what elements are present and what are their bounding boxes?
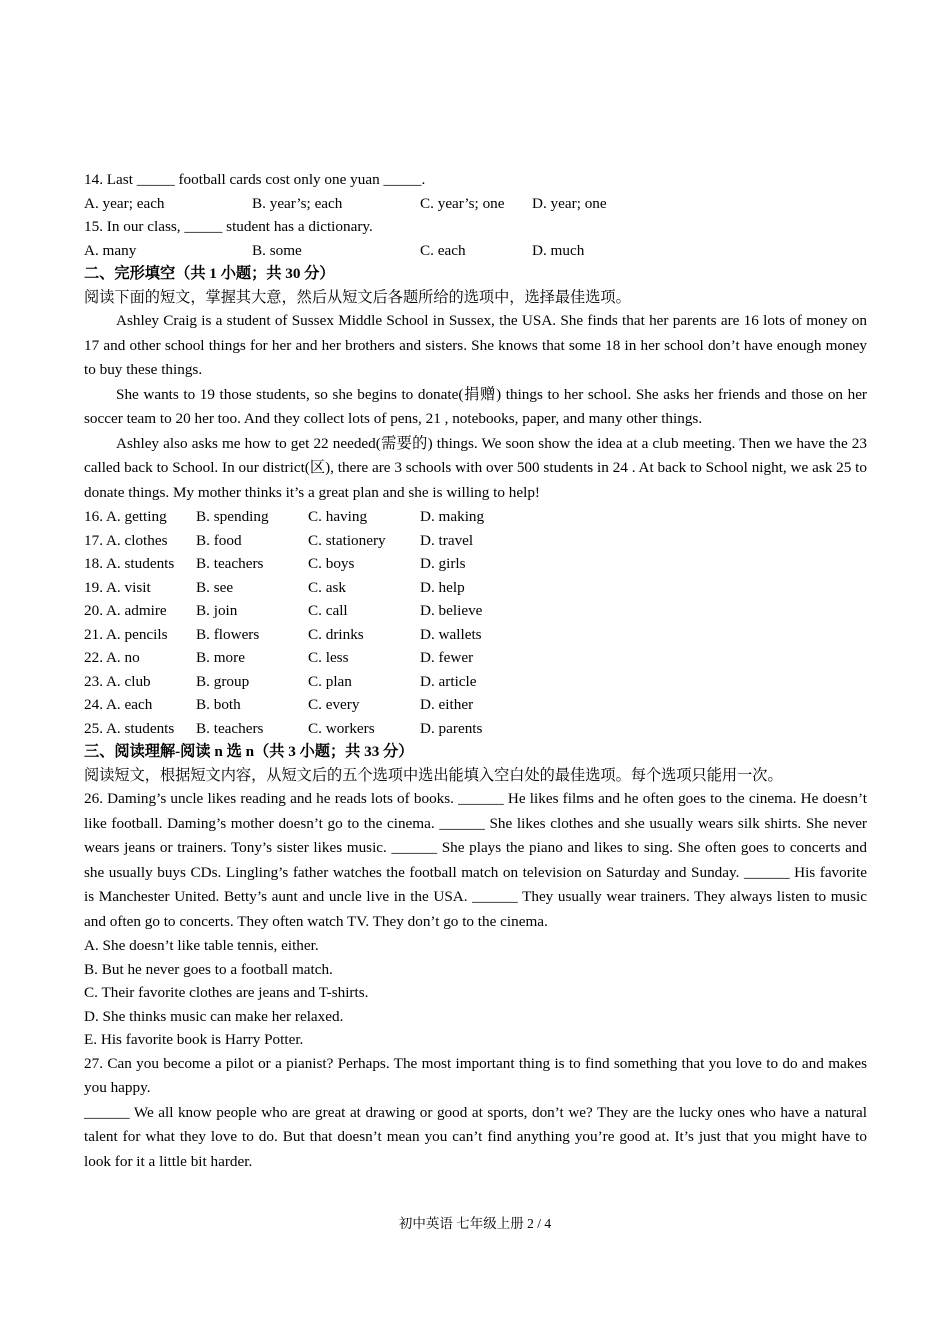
cloze-option: D. wallets [420,625,482,643]
section-3-title: 三、阅读理解-阅读 n 选 n（共 3 小题；共 33 分） [84,743,414,760]
cloze-option: B. group [196,672,250,690]
cloze-option: B. both [196,696,241,713]
q26-option-a: A. She doesn’t like table tennis, either. [84,937,319,954]
cloze-option: 25. A. students [84,719,175,737]
cloze-option-row [84,646,867,670]
cloze-option: C. boys [308,555,355,572]
cloze-option: 17. A. clothes [84,531,168,549]
cloze-option: 19. A. visit [84,578,151,596]
cloze-option-row [84,576,867,600]
option-b: B. some [252,241,302,259]
cloze-paragraph-3: Ashley also asks me how to get 22 needed(需要的) things. We soon show the idea at a club meeting. Then we have the 23 called back to School. In our district(区), there are 3 schools with over 500 students in 24 . At back to School night, we ask 25 to donate things. My mother thinks it’s a great plan and she is willing to help! [84,434,867,501]
cloze-option: B. spending [196,508,269,525]
cloze-options [84,505,867,740]
section-3-instruction: 阅读短文，根据短文内容，从短文后的五个选项中选出能填入空白处的最佳选项。每个选项只能用一次。 [84,766,783,784]
question-26-passage: 26. Daming’s uncle likes reading and he reads lots of books. ______ He likes films and he often goes to the cinema. He doesn’t like football. Daming’s mother doesn’t go to the cinema. ______ She likes clothes and she usually wears silk shirts. She never wears jeans or trainers. Tony’s sister likes music. ______ She plays the piano and likes to sing. She often goes to concerts and she usually buys CDs. Lingling’s father watches the football match on television on Saturday and Sunday. ______ His favorite is Manchester United. Betty’s aunt and uncle live in the USA. ______ They usually wear trainers. They always listen to music and often go to concerts. They often watch TV. They don’t go to the cinema. [84,790,867,930]
cloze-option-row [84,623,867,647]
cloze-option: C. every [308,696,360,713]
cloze-option: B. join [196,602,238,619]
cloze-option: C. drinks [308,625,364,643]
question-15: 15. In our class, _____ student has a dictionary. [84,218,373,235]
cloze-option: D. parents [420,719,483,737]
cloze-option: D. making [420,508,485,525]
cloze-option-row [84,529,867,553]
cloze-option: B. see [196,578,234,596]
cloze-option: B. more [196,649,245,666]
option-b: B. year’s; each [252,194,343,212]
cloze-option: 16. A. getting [84,508,167,525]
cloze-option-row [84,670,867,694]
cloze-option-row [84,693,867,717]
cloze-option-row [84,552,867,576]
cloze-option: 22. A. no [84,649,140,666]
cloze-option: C. stationery [308,531,386,549]
section-2-instruction: 阅读下面的短文，掌握其大意，然后从短文后各题所给的选项中，选择最佳选项。 [84,288,631,306]
cloze-option: 20. A. admire [84,602,167,619]
cloze-option-row [84,717,867,741]
cloze-option: D. believe [420,602,483,619]
question-14: 14. Last _____ football cards cost only one yuan _____. [84,171,426,188]
q26-option-c: C. Their favorite clothes are jeans and T-shirts. [84,984,369,1001]
cloze-option-row [84,599,867,623]
cloze-option: C. ask [308,578,346,596]
cloze-option: 18. A. students [84,555,175,572]
cloze-paragraph-1: Ashley Craig is a student of Sussex Middle School in Sussex, the USA. She finds that her parents are 16 lots of money on 17 and other school things for her and her brothers and sisters. She knows that some 18 in her school don’t have enough money to buy these things. [84,312,867,378]
question-27-intro: 27. Can you become a pilot or a pianist? Perhaps. The most important thing is to find something that you love to do and makes you happy. [84,1054,867,1096]
cloze-option: B. teachers [196,555,264,572]
cloze-option: 24. A. each [84,696,153,713]
question-14-options [84,192,867,216]
option-d: D. much [532,241,585,259]
cloze-option: D. fewer [420,649,474,666]
cloze-option: 21. A. pencils [84,625,168,643]
cloze-option: B. food [196,531,242,549]
option-c: C. year’s; one [420,194,505,212]
cloze-option: D. travel [420,531,474,549]
cloze-paragraph-2: She wants to 19 those students, so she begins to donate(捐赠) things to her school. She asks her friends and those on her soccer team to 20 her too. And they collect lots of pens, 21 , notebooks, paper, and many other things. [84,385,867,427]
question-15-options [84,239,867,263]
question-27-passage: ______ We all know people who are great at drawing or good at sports, don’t we? They are the lucky ones who have a natural talent for what they love to do. But that doesn’t mean you can’t find anything you’re good at. It’s just that you might have to look for it a little bit harder. [84,1103,867,1170]
cloze-option: 23. A. club [84,672,151,690]
q26-option-e: E. His favorite book is Harry Potter. [84,1031,304,1048]
option-c: C. each [420,241,466,259]
cloze-option-row [84,505,867,529]
cloze-option: C. less [308,649,349,666]
cloze-option: C. call [308,602,348,619]
cloze-option: B. teachers [196,719,264,737]
q26-option-d: D. She thinks music can make her relaxed. [84,1007,344,1025]
option-a: A. many [84,241,137,259]
cloze-option: D. girls [420,555,466,572]
page-footer: 初中英语 七年级上册 2 / 4 [398,1216,552,1231]
q26-option-b: B. But he never goes to a football match. [84,960,333,978]
cloze-option: D. help [420,578,465,596]
cloze-option: C. workers [308,719,375,737]
option-d: D. year; one [532,194,607,212]
section-2-title: 二、完形填空（共 1 小题；共 30 分） [84,265,335,282]
cloze-option: C. plan [308,672,352,690]
exam-page [84,168,867,1174]
option-a: A. year; each [84,194,165,212]
cloze-option: D. article [420,672,477,690]
cloze-option: C. having [308,508,368,525]
cloze-option: B. flowers [196,625,260,643]
cloze-option: D. either [420,696,474,713]
